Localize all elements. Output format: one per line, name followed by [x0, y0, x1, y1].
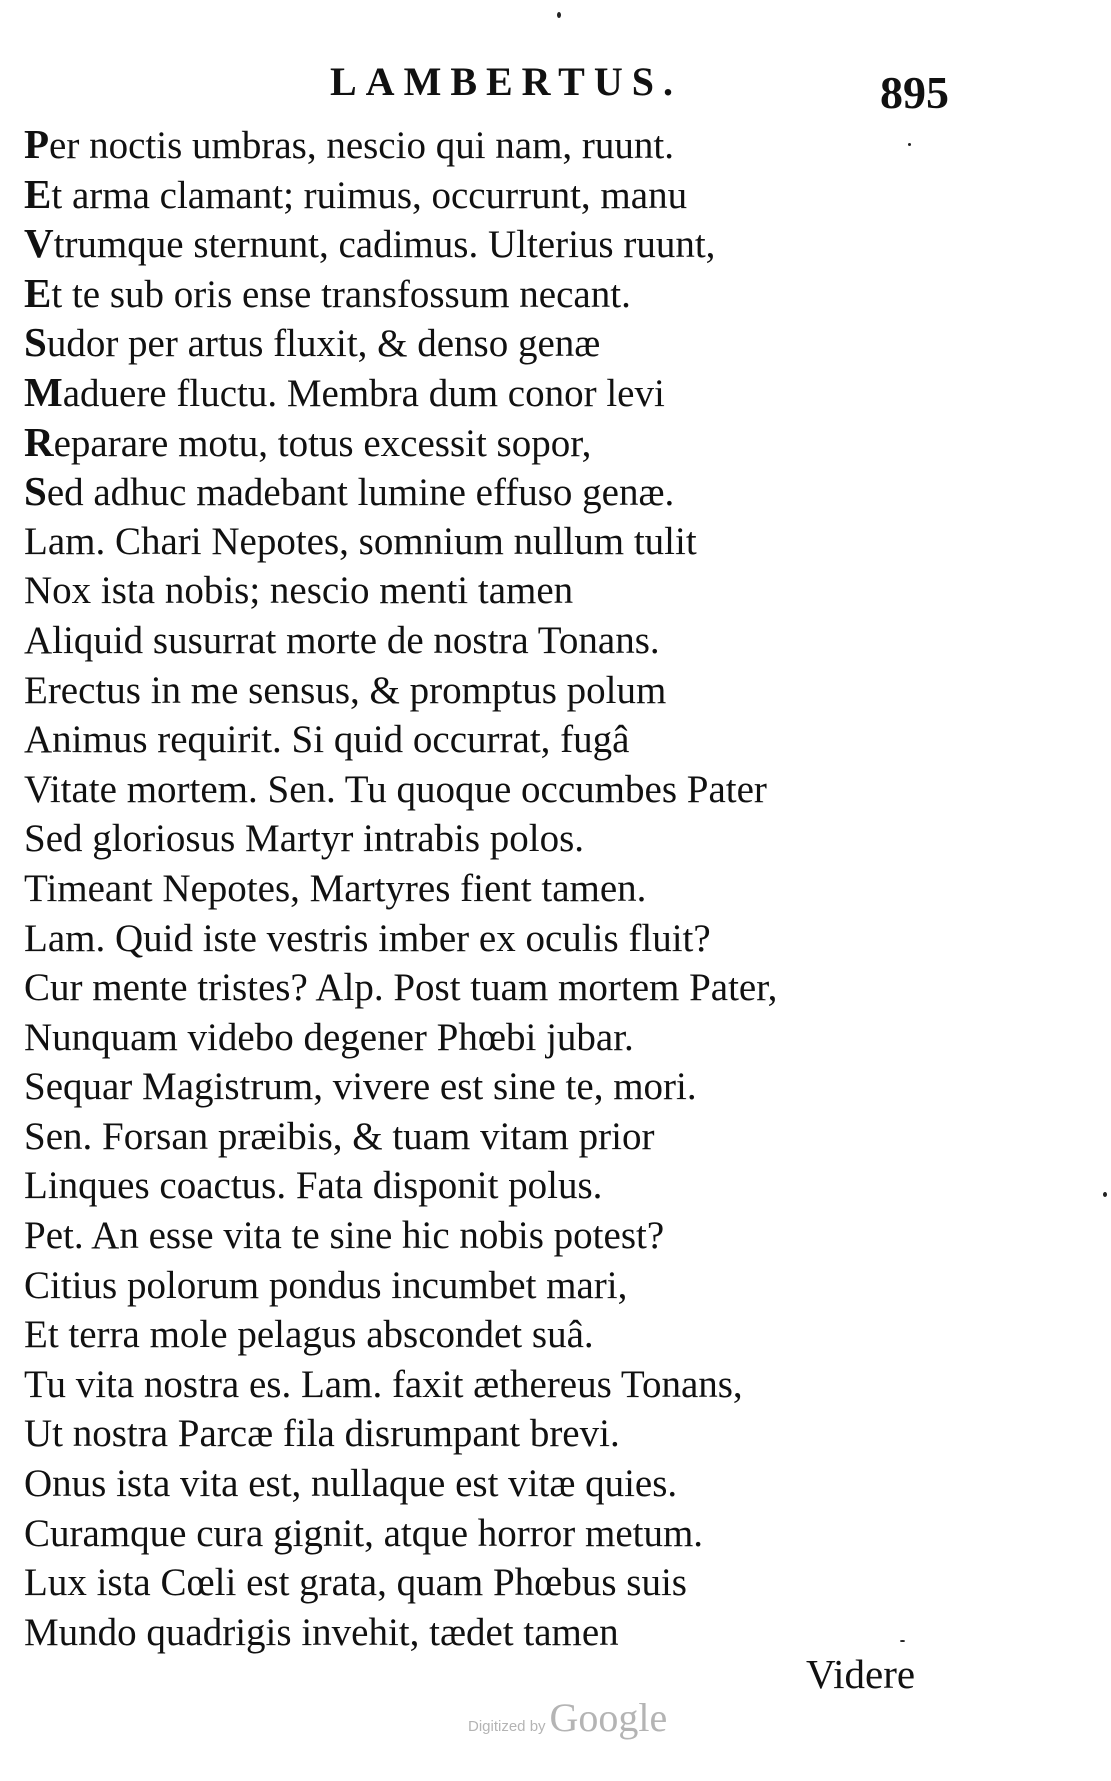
- line-initial: P: [24, 121, 50, 167]
- line-text: Lam. Chari Nepotes, somnium nullum tulit: [24, 519, 697, 563]
- running-title: LAMBERTUS.: [330, 59, 682, 104]
- line-text: Sequar Magistrum, vivere est sine te, mori.: [24, 1065, 697, 1109]
- line-text: Animus requirit. Si quid occurrat, fugâ: [24, 718, 630, 762]
- verse-line: [24, 765, 1084, 815]
- ink-speck: [908, 143, 911, 146]
- line-text: Mundo quadrigis invehit, tædet tamen: [24, 1610, 619, 1654]
- line-initial: V: [24, 220, 54, 267]
- line-initial: S: [24, 319, 47, 366]
- verse-line: [24, 1211, 1084, 1261]
- line-text: Lux ista Cœli est grata, quam Phœbus suis: [24, 1561, 687, 1605]
- line-text: udor per artus fluxit, & denso genæ: [46, 322, 601, 366]
- verse-line: [24, 1161, 1084, 1211]
- verse-line: [24, 864, 1084, 914]
- line-initial: E: [24, 269, 52, 316]
- line-text: er noctis umbras, nescio qui nam, ruunt.: [49, 124, 674, 167]
- line-text: Nunquam videbo degener Phœbi jubar.: [24, 1015, 634, 1059]
- verse-line: [24, 616, 1084, 666]
- catchword: Videre: [806, 1651, 916, 1697]
- line-initial: R: [24, 418, 54, 465]
- ink-speck: [557, 12, 561, 18]
- line-text: eparare motu, totus excessit sopor,: [53, 421, 592, 465]
- verse-line: [24, 517, 1084, 567]
- verse-line: [24, 814, 1084, 864]
- line-text: Tu vita nostra es. Lam. faxit æthereus Tonans,: [24, 1362, 743, 1406]
- line-text: Nox ista nobis; nescio menti tamen: [24, 569, 574, 613]
- verse-line: [24, 566, 1084, 616]
- line-text: Curamque cura gignit, atque horror metum.: [24, 1511, 704, 1555]
- line-text: Ut nostra Parcæ fila disrumpant brevi.: [24, 1412, 620, 1456]
- verse-line: [24, 1013, 1084, 1063]
- line-text: Timeant Nepotes, Martyres fient tamen.: [24, 866, 647, 910]
- verse-line: [24, 1459, 1084, 1509]
- verse-line: [24, 1112, 1084, 1162]
- verse-line: [24, 368, 1084, 418]
- verse-line: [24, 666, 1084, 716]
- line-text: Pet. An esse vita te sine hic nobis potest?: [24, 1214, 665, 1258]
- verse-line: [24, 914, 1084, 964]
- verse-line: [24, 318, 1084, 368]
- verse-line: [24, 1062, 1084, 1112]
- line-initial: S: [24, 468, 47, 515]
- digitized-watermark: [468, 1694, 667, 1741]
- verse-line: [24, 715, 1084, 765]
- line-text: trumque sternunt, cadimus. Ulterius ruunt,: [53, 223, 716, 267]
- ink-speck: [1103, 1192, 1107, 1197]
- line-text: Vitate mortem. Sen. Tu quoque occumbes Pater: [24, 767, 767, 811]
- verse-line: [24, 170, 1084, 220]
- line-text: Erectus in me sensus, & promptus polum: [24, 668, 667, 712]
- line-text: ed adhuc madebant lumine effuso genæ.: [46, 471, 675, 515]
- page-number: 895: [880, 67, 949, 118]
- watermark-logo-text: Google: [549, 1695, 668, 1740]
- verse-line: [24, 1409, 1084, 1459]
- ink-speck: [900, 1640, 905, 1642]
- watermark-small-text: Digitized by: [468, 1718, 546, 1735]
- verse-line: [24, 1261, 1084, 1311]
- line-text: t arma clamant; ruimus, occurrunt, manu: [51, 173, 688, 217]
- verse-line: [24, 1360, 1084, 1410]
- line-text: Linques coactus. Fata disponit polus.: [24, 1164, 603, 1208]
- line-text: Citius polorum pondus incumbet mari,: [24, 1263, 628, 1307]
- line-text: aduere fluctu. Membra dum conor levi: [62, 371, 665, 415]
- verse-text: [24, 120, 1084, 1657]
- line-text: Lam. Quid iste vestris imber ex oculis fluit?: [24, 916, 711, 960]
- verse-line: [24, 467, 1084, 517]
- line-text: Aliquid susurrat morte de nostra Tonans.: [24, 618, 660, 662]
- line-initial: E: [24, 170, 52, 217]
- verse-line: [24, 418, 1084, 468]
- line-text: Et terra mole pelagus abscondet suâ.: [24, 1313, 594, 1357]
- line-text: Sed gloriosus Martyr intrabis polos.: [24, 817, 585, 861]
- verse-line: [24, 963, 1084, 1013]
- verse-line: [24, 120, 1084, 170]
- verse-line: [24, 1608, 1084, 1658]
- line-initial: M: [24, 368, 63, 415]
- line-text: Sen. Forsan præibis, & tuam vitam prior: [24, 1114, 655, 1158]
- verse-line: [24, 219, 1084, 269]
- verse-line: [24, 1509, 1084, 1559]
- line-text: Cur mente tristes? Alp. Post tuam mortem Pater,: [24, 966, 778, 1010]
- line-text: t te sub oris ense transfossum necant.: [51, 272, 631, 316]
- verse-line: [24, 269, 1084, 319]
- line-text: Onus ista vita est, nullaque est vitæ quies.: [24, 1462, 678, 1506]
- verse-line: [24, 1310, 1084, 1360]
- verse-line: [24, 1558, 1084, 1608]
